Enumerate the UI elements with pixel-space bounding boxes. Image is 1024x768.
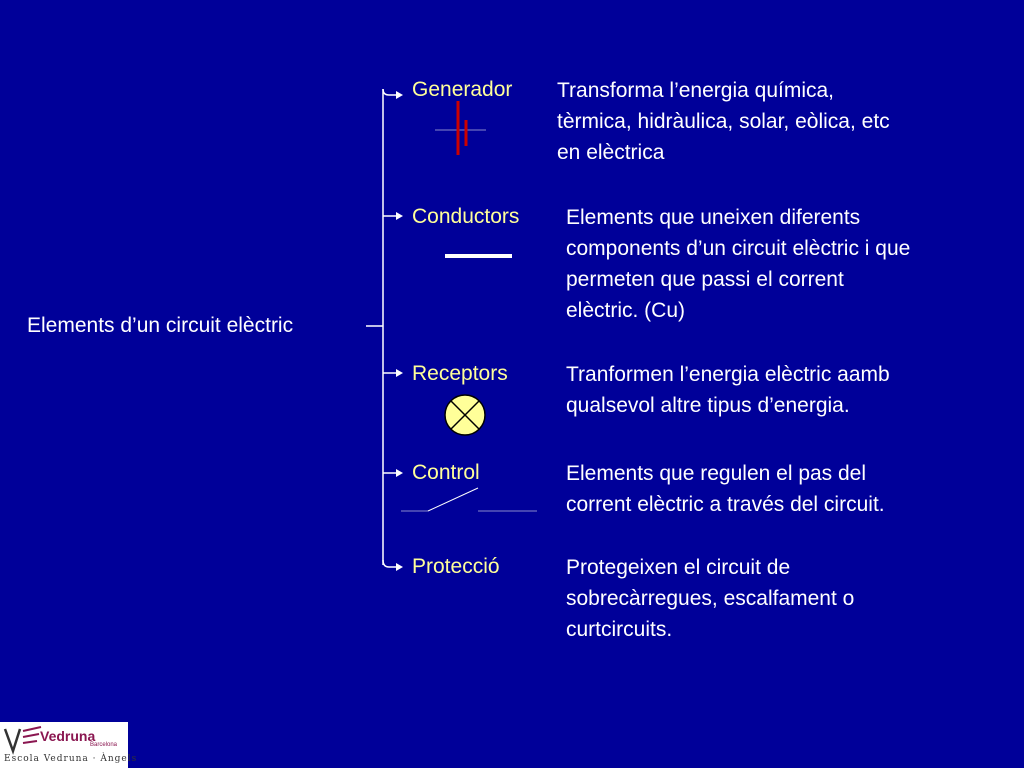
arrow-proteccio [383, 560, 403, 571]
branch-generador-label: Generador [412, 78, 513, 101]
branch-control-description [566, 458, 885, 520]
logo-subtitle: Escola Vedruna · Àngels [4, 754, 138, 764]
description-line: curtcircuits. [566, 618, 673, 641]
description-line: Protegeixen el circuit de [566, 556, 791, 579]
branch-conductors-description [566, 202, 910, 326]
branch-receptors-label: Receptors [412, 362, 508, 385]
description-line: corrent elèctric a través del circuit. [566, 493, 885, 516]
description-line: qualsevol altre tipus d’energia. [566, 394, 850, 417]
arrow-conductors [383, 212, 403, 220]
branch-receptors-description [566, 359, 890, 421]
root-label: Elements d’un circuit elèctric [27, 314, 294, 337]
arrow-control [383, 469, 403, 477]
branch-conductors-label: Conductors [412, 205, 520, 228]
description-line: components d’un circuit elèctric i que [566, 237, 911, 260]
description-line: sobrecàrregues, escalfament o [566, 587, 855, 610]
branch-proteccio-description [566, 552, 854, 645]
description-line: tèrmica, hidràulica, solar, eòlica, etc [557, 110, 890, 133]
switch-icon [401, 488, 537, 511]
lamp-icon [445, 395, 485, 435]
description-line: elèctric. (Cu) [566, 299, 686, 322]
description-line: Elements que regulen el pas del [566, 462, 867, 485]
description-line: Tranformen l’energia elèctric aamb [566, 363, 890, 386]
description-line: permeten que passi el corrent [566, 268, 844, 291]
logo-city: Barcelona [90, 742, 118, 748]
vedruna-logo-mark-icon [3, 725, 43, 755]
description-line: en elèctrica [557, 141, 665, 164]
description-line: Transforma l’energia química, [557, 79, 834, 102]
logo-name: Vedruna [40, 728, 96, 744]
battery-icon [435, 101, 486, 155]
arrow-generador [383, 89, 403, 99]
description-line: Elements que uneixen diferents [566, 206, 861, 229]
arrow-receptors [383, 369, 403, 377]
vedruna-logo [0, 722, 138, 768]
branch-control-label: Control [412, 461, 480, 484]
branch-proteccio-label: Protecció [412, 555, 500, 578]
branch-generador-description [557, 75, 890, 168]
